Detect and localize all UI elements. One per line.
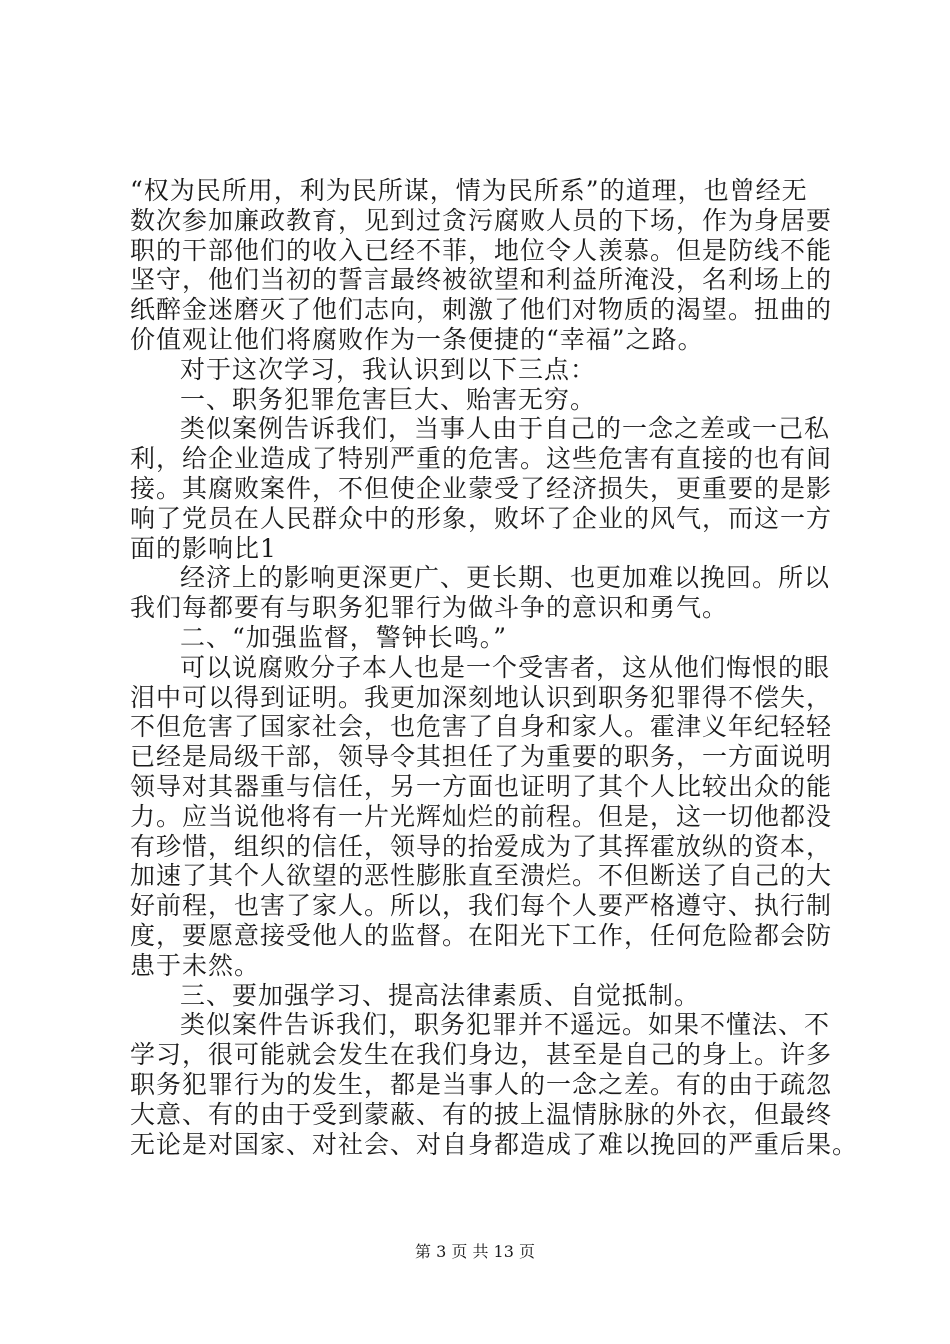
text-line: 不但危害了国家社会，也危害了自身和家人。霍津义年纪轻轻 (130, 712, 833, 742)
text-line: 好前程，也害了家人。所以，我们每个人要严格遵守、执行制 (130, 891, 833, 921)
text-line: 面的影响比1 (130, 533, 277, 563)
text-line: “权为民所用，利为民所谋，情为民所系”的道理，也曾经无 (130, 176, 808, 205)
text-line: 大意、有的由于受到蒙蔽、有的披上温情脉脉的外衣，但最终 (130, 1099, 833, 1129)
text-line: 泪中可以得到证明。我更加深刻地认识到职务犯罪得不偿失， (130, 682, 833, 712)
text-line: 我们每都要有与职务犯罪行为做斗争的意识和勇气。 (130, 593, 729, 623)
text-line: 对于这次学习，我认识到以下三点： (180, 354, 597, 384)
text-line: 患于未然。 (130, 950, 261, 980)
text-line: 响了党员在人民群众中的形象，败坏了企业的风气，而这一方 (130, 503, 833, 533)
text-line: 接。其腐败案件，不但使企业蒙受了经济损失，更重要的是影 (130, 473, 833, 503)
text-line: 可以说腐败分子本人也是一个受害者，这从他们悔恨的眼 (180, 652, 831, 682)
text-line: 价值观让他们将腐败作为一条便捷的“幸福”之路。 (130, 324, 704, 354)
text-line: 有珍惜，组织的信任，领导的抬爱成为了其挥霍放纵的资本， (130, 831, 833, 861)
text-line: 力。应当说他将有一片光辉灿烂的前程。但是，这一切他都没 (130, 801, 833, 831)
text-line: 三、要加强学习、提高法律素质、自觉抵制。 (180, 980, 701, 1010)
text-line: 度，要愿意接受他人的监督。在阳光下工作，任何危险都会防 (130, 920, 833, 950)
text-line: 职的干部他们的收入已经不菲，地位令人羡慕。但是防线不能 (130, 235, 833, 265)
text-line: 无论是对国家、对社会、对自身都造成了难以挽回的严重后果。 (130, 1129, 859, 1159)
text-line: 领导对其器重与信任，另一方面也证明了其个人比较出众的能 (130, 771, 833, 801)
text-line: 加速了其个人欲望的恶性膨胀直至溃烂。不但断送了自己的大 (130, 861, 833, 891)
text-line: 二、“加强监督，警钟长鸣。” (180, 622, 508, 652)
text-line: 类似案例告诉我们，当事人由于自己的一念之差或一己私 (180, 414, 831, 444)
text-line: 类似案件告诉我们，职务犯罪并不遥远。如果不懂法、不 (180, 1010, 831, 1040)
text-line: 一、职务犯罪危害巨大、贻害无穷。 (180, 384, 597, 414)
text-line: 利，给企业造成了特别严重的危害。这些危害有直接的也有间 (130, 444, 833, 474)
text-line: 已经是局级干部，领导令其担任了为重要的职务，一方面说明 (130, 742, 833, 772)
text-line: 坚守，他们当初的誓言最终被欲望和利益所淹没，名利场上的 (130, 265, 833, 295)
text-line: 学习，很可能就会发生在我们身边，甚至是自己的身上。许多 (130, 1040, 833, 1070)
text-line: 纸醉金迷磨灭了他们志向，刺激了他们对物质的渴望。扭曲的 (130, 295, 833, 325)
text-line: 职务犯罪行为的发生，都是当事人的一念之差。有的由于疏忽 (130, 1069, 833, 1099)
text-line: 经济上的影响更深更广、更长期、也更加难以挽回。所以 (180, 563, 831, 593)
text-line: 数次参加廉政教育，见到过贪污腐败人员的下场，作为身居要 (130, 205, 833, 235)
page-footer: 第 3 页 共 13 页 (415, 1242, 535, 1261)
document-body (130, 176, 859, 1159)
